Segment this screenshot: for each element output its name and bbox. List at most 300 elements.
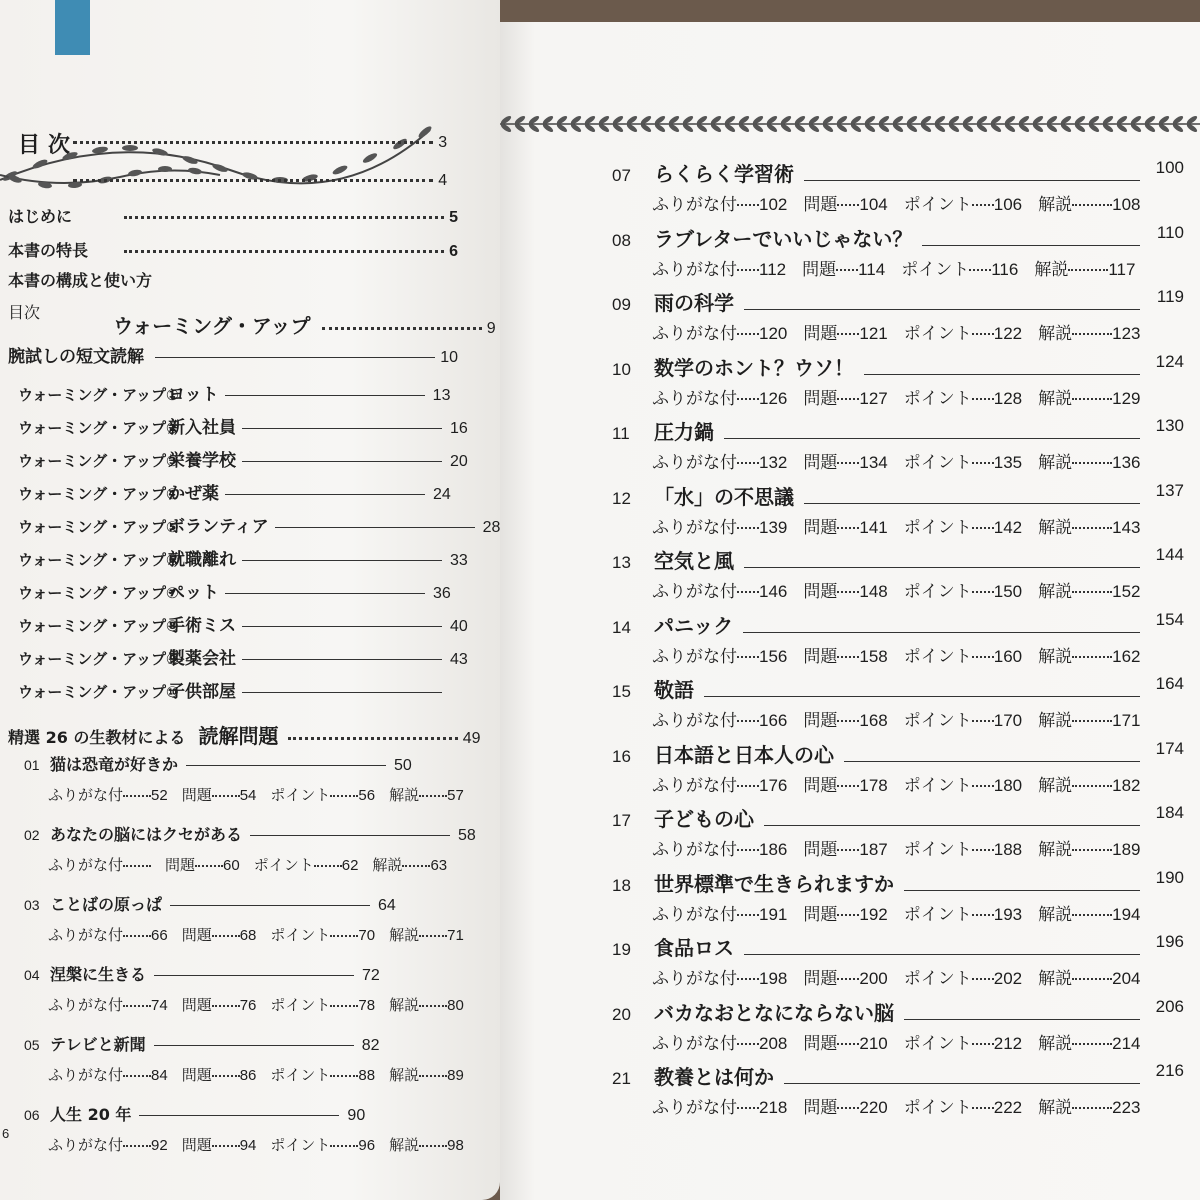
chapter-detail-row: [652, 255, 1135, 280]
warmup-label: ウォーミング・アップ⑧: [18, 617, 179, 635]
detail-page-kaisetsu: 189: [1112, 840, 1141, 859]
detail-label-point: ポイント: [901, 259, 970, 280]
blue-page-tab: [55, 0, 90, 55]
detail-leader-kaisetsu: [1072, 333, 1112, 335]
detail-leader-kaisetsu: [1072, 656, 1112, 658]
laurel-border-top-right: [500, 114, 1200, 134]
detail-label-kaisetsu: 解説: [1038, 1098, 1073, 1118]
page-number: 6: [2, 1126, 10, 1141]
warmup-section-header: ウォーミング・アップ 9: [113, 314, 496, 338]
chapter-title-row: [612, 739, 834, 768]
detail-page-mondai: 134: [859, 453, 888, 472]
chapter-number: 15: [612, 682, 631, 701]
chapter-number: 07: [612, 166, 631, 185]
detail-page-point: 56: [358, 787, 376, 804]
detail-label-kaisetsu: 解説: [1038, 582, 1073, 602]
warmup-leader-line: [242, 461, 442, 462]
chapter-title-row: [612, 868, 894, 897]
chapter-detail-row: [652, 190, 1141, 215]
detail-leader-mondai: [837, 849, 859, 851]
detail-label-furigana: ふりがな付: [652, 517, 737, 538]
warmup-section-title: 腕試しの短文読解 10: [8, 347, 458, 367]
detail-leader-point: [972, 978, 994, 980]
warmup-row: [18, 545, 468, 570]
chapter-title-row: [24, 1102, 365, 1125]
detail-label-mondai: 問題: [181, 1136, 212, 1154]
detail-label-mondai: 問題: [803, 1033, 838, 1054]
chapter-detail-row: [652, 577, 1141, 602]
detail-page-kaisetsu: 152: [1112, 582, 1141, 601]
detail-page-point: 128: [993, 388, 1023, 408]
chapter-title-row: [24, 752, 412, 775]
detail-leader-kaisetsu: [1072, 204, 1112, 206]
chapter-page: 72: [362, 967, 380, 984]
detail-leader-kaisetsu: [1072, 785, 1112, 787]
chapter-detail-row: [652, 384, 1141, 409]
chapter-title: 数学のホント？ウソ！: [654, 355, 854, 380]
warmup-leader-line: [225, 593, 425, 594]
detail-page-point: 222: [993, 1098, 1023, 1117]
detail-label-point: ポイント: [903, 969, 972, 989]
detail-leader-furigana: [737, 914, 759, 916]
detail-label-point: ポイント: [903, 1098, 972, 1118]
chapter-title: 敬語: [654, 678, 694, 702]
warmup-leader-line: [275, 527, 475, 528]
detail-leader-mondai: [837, 333, 859, 335]
detail-page-point: 88: [358, 1067, 376, 1084]
chapter-title-row: [612, 416, 714, 445]
chapter-detail-row: [48, 924, 464, 945]
warmup-title: 子供部屋: [168, 682, 236, 702]
chapter-number: 16: [612, 746, 631, 766]
chapter-detail-row: [652, 1029, 1141, 1054]
chapter-title: パニック: [654, 613, 734, 638]
chapter-number: 08: [612, 230, 631, 250]
chapter-page: 184: [1155, 803, 1184, 822]
detail-page-mondai: 94: [239, 1137, 257, 1154]
detail-label-point: ポイント: [270, 996, 331, 1014]
detail-label-mondai: 問題: [803, 1098, 838, 1118]
detail-leader-kaisetsu: [419, 1145, 447, 1147]
detail-label-furigana: ふりがな付: [652, 1033, 737, 1054]
chapter-number: 11: [612, 424, 630, 443]
chapter-detail-row: [652, 964, 1141, 989]
chapter-title-row: [612, 1061, 774, 1090]
detail-leader-point: [972, 527, 994, 529]
detail-leader-mondai: [212, 795, 240, 797]
chapter-title: 空気と風: [654, 549, 734, 573]
detail-leader-mondai: [837, 720, 859, 722]
detail-page-mondai: 54: [239, 787, 257, 804]
detail-leader-mondai: [837, 1107, 859, 1109]
chapter-title-row: [612, 674, 694, 703]
chapter-number: 06: [24, 1107, 40, 1123]
chapter-leader-line: [764, 825, 1140, 826]
prelim-row: 目次: [8, 303, 41, 322]
chapter-leader-line: [904, 1019, 1140, 1020]
chapter-page: 144: [1155, 545, 1184, 564]
detail-page-kaisetsu: 143: [1112, 517, 1141, 537]
detail-label-kaisetsu: 解説: [1038, 388, 1073, 409]
detail-leader-furigana: [737, 1107, 759, 1109]
detail-page-furigana: 102: [759, 195, 788, 214]
detail-page-mondai: 178: [859, 775, 888, 795]
detail-page-point: 106: [993, 195, 1023, 214]
detail-label-point: ポイント: [903, 388, 972, 409]
warmup-label: ウォーミング・アップ②: [18, 419, 179, 437]
detail-leader-point: [972, 720, 994, 722]
warmup-page: 33: [450, 552, 468, 569]
detail-page-kaisetsu: 136: [1112, 453, 1141, 472]
detail-leader-kaisetsu: [419, 1005, 447, 1007]
detail-page-mondai: 148: [859, 582, 888, 601]
detail-page-point: 116: [991, 259, 1019, 279]
detail-label-kaisetsu: 解説: [1038, 840, 1073, 860]
chapter-page: 206: [1155, 996, 1184, 1016]
detail-leader-furigana: [737, 527, 759, 529]
detail-leader-point: [969, 269, 991, 271]
detail-label-furigana: ふりがな付: [48, 1066, 124, 1084]
chapter-page: 110: [1156, 222, 1184, 242]
warmup-row: [18, 611, 468, 636]
detail-leader-kaisetsu: [402, 865, 430, 867]
chapter-title: らくらく学習術: [654, 162, 794, 186]
detail-leader-kaisetsu: [419, 1075, 447, 1077]
warmup-label: ウォーミング・アップ⑩: [18, 683, 179, 701]
detail-leader-mondai: [837, 656, 859, 658]
warmup-row: [18, 677, 450, 702]
detail-page-kaisetsu: 117: [1108, 259, 1136, 279]
detail-leader-point: [330, 1075, 358, 1077]
chapter-number: 02: [24, 827, 40, 843]
chapter-leader-line: [154, 975, 354, 976]
chapter-leader-line: [704, 696, 1140, 697]
detail-leader-point: [972, 656, 994, 658]
detail-page-point: 150: [993, 582, 1023, 601]
chapter-title: 教養とは何か: [654, 1065, 774, 1089]
chapter-leader-line: [139, 1115, 339, 1116]
chapter-number: 21: [612, 1069, 631, 1088]
detail-page-point: 180: [993, 775, 1023, 795]
detail-page-furigana: 132: [759, 453, 788, 472]
detail-label-mondai: 問題: [803, 840, 838, 860]
detail-label-furigana: ふりがな付: [652, 195, 737, 215]
chapter-leader-line: [744, 309, 1140, 310]
detail-leader-point: [972, 849, 994, 851]
chapter-page: 82: [361, 1037, 380, 1054]
detail-label-kaisetsu: 解説: [1038, 646, 1073, 667]
warmup-page: 36: [433, 585, 451, 602]
chapter-detail-row: [652, 642, 1141, 667]
detail-page-point: 193: [993, 904, 1023, 924]
warmup-title: ヨット: [168, 385, 219, 405]
page-heading: 目次: [18, 133, 79, 158]
warmup-title: ペット: [168, 583, 219, 603]
right-page: [500, 22, 1200, 1200]
detail-label-furigana: ふりがな付: [652, 324, 737, 344]
detail-leader-mondai: [837, 978, 859, 980]
detail-label-kaisetsu: 解説: [389, 786, 420, 804]
chapter-leader-line: [154, 1045, 354, 1046]
warmup-label: ウォーミング・アップ③: [18, 452, 179, 470]
detail-page-kaisetsu: 129: [1112, 388, 1141, 408]
chapter-number: 05: [24, 1037, 40, 1053]
chapter-number: 17: [612, 811, 631, 830]
detail-label-kaisetsu: 解説: [1038, 711, 1073, 731]
chapter-title: バカなおとなにならない脳: [654, 1000, 894, 1025]
detail-label-mondai: 問題: [803, 969, 838, 989]
detail-page-point: 122: [993, 324, 1023, 343]
detail-label-furigana: ふりがな付: [48, 786, 124, 804]
chapter-title-row: [24, 822, 476, 845]
detail-leader-point: [330, 795, 358, 797]
detail-label-point: ポイント: [270, 1136, 331, 1154]
chapter-title-row: [24, 1032, 379, 1055]
detail-page-furigana: 139: [759, 517, 788, 537]
reading-section-header: 精選 26 の生教材による 読解問題 49: [8, 724, 481, 748]
detail-leader-kaisetsu: [1072, 849, 1112, 851]
chapter-number: 13: [612, 553, 631, 572]
detail-leader-furigana: [737, 849, 759, 851]
warmup-page: 40: [450, 618, 468, 635]
detail-page-furigana: 218: [759, 1098, 788, 1117]
detail-page-point: 62: [341, 857, 359, 874]
detail-page-furigana: 84: [151, 1067, 168, 1084]
detail-leader-furigana: [123, 1075, 151, 1077]
chapter-title-row: [612, 997, 894, 1026]
chapter-detail-row: [652, 1093, 1141, 1118]
detail-leader-furigana: [123, 865, 151, 867]
detail-page-mondai: 192: [859, 904, 888, 924]
prelim-row: 4: [8, 170, 447, 190]
warmup-page: 13: [432, 387, 451, 404]
detail-page-kaisetsu: 123: [1112, 324, 1141, 343]
detail-page-kaisetsu: 80: [447, 997, 464, 1014]
warmup-leader-line: [242, 659, 442, 660]
detail-page-kaisetsu: 171: [1112, 711, 1141, 730]
chapter-page: 90: [347, 1107, 366, 1124]
prelim-row: はじめに 5: [8, 207, 459, 226]
detail-label-furigana: ふりがな付: [652, 646, 737, 667]
detail-label-point: ポイント: [270, 786, 331, 804]
detail-label-point: ポイント: [903, 1033, 972, 1054]
detail-leader-kaisetsu: [1072, 462, 1112, 464]
detail-leader-mondai: [837, 527, 859, 529]
detail-leader-kaisetsu: [1072, 914, 1112, 916]
chapter-leader-line: [724, 438, 1140, 439]
detail-label-kaisetsu: 解説: [1038, 969, 1073, 989]
detail-page-furigana: 112: [759, 259, 787, 279]
chapter-detail-row: [48, 1134, 464, 1155]
detail-label-furigana: ふりがな付: [652, 904, 737, 925]
detail-leader-point: [972, 591, 994, 593]
detail-page-point: 142: [993, 517, 1023, 537]
chapter-page: 50: [394, 757, 412, 774]
detail-page-mondai: 86: [239, 1067, 257, 1084]
detail-page-furigana: 156: [759, 646, 788, 666]
detail-page-kaisetsu: 194: [1112, 904, 1141, 924]
detail-label-kaisetsu: 解説: [1038, 1033, 1073, 1054]
detail-label-point: ポイント: [903, 582, 972, 602]
chapter-leader-line: [186, 765, 386, 766]
chapter-title: 圧力鍋: [654, 420, 714, 444]
detail-label-kaisetsu: 解説: [1038, 453, 1073, 473]
chapter-title-row: [612, 545, 734, 574]
chapter-page: 119: [1156, 287, 1184, 306]
chapter-title: 涅槃に生きる: [50, 965, 147, 984]
detail-label-kaisetsu: 解説: [372, 856, 403, 874]
detail-label-kaisetsu: 解説: [1038, 195, 1073, 215]
detail-leader-point: [972, 1043, 994, 1045]
detail-page-mondai: 141: [859, 517, 888, 537]
detail-page-mondai: 200: [859, 969, 888, 988]
detail-label-mondai: 問題: [181, 996, 212, 1014]
chapter-leader-line: [743, 632, 1140, 633]
chapter-title-row: [612, 287, 734, 316]
detail-leader-point: [972, 333, 994, 335]
chapter-leader-line: [922, 245, 1140, 246]
detail-label-mondai: 問題: [803, 453, 838, 473]
detail-page-point: 160: [993, 646, 1023, 666]
chapter-number: 18: [612, 875, 631, 895]
detail-page-mondai: 210: [859, 1033, 888, 1053]
detail-leader-furigana: [737, 720, 759, 722]
chapter-title: ラブレターでいいじゃない？: [654, 226, 913, 251]
detail-label-furigana: ふりがな付: [652, 259, 737, 280]
detail-label-furigana: ふりがな付: [652, 840, 737, 860]
detail-label-point: ポイント: [903, 195, 972, 215]
detail-page-point: 202: [993, 969, 1023, 988]
detail-label-furigana: ふりがな付: [48, 856, 124, 874]
warmup-page: 24: [433, 486, 451, 503]
detail-leader-mondai: [837, 204, 859, 206]
detail-label-furigana: ふりがな付: [652, 453, 737, 473]
detail-page-mondai: 114: [858, 259, 886, 279]
detail-page-furigana: 146: [759, 582, 788, 601]
warmup-title: 新入社員: [168, 418, 236, 438]
detail-label-kaisetsu: 解説: [389, 926, 420, 944]
warmup-label: ウォーミング・アップ①: [18, 386, 179, 404]
chapter-detail-row: [48, 994, 464, 1015]
warmup-row: [18, 446, 468, 471]
detail-leader-mondai: [212, 935, 240, 937]
chapter-leader-line: [844, 761, 1140, 762]
warmup-row: [18, 578, 451, 603]
detail-label-point: ポイント: [270, 926, 331, 944]
detail-label-point: ポイント: [903, 646, 972, 667]
chapter-leader-line: [864, 374, 1140, 375]
chapter-detail-row: [652, 900, 1141, 925]
detail-page-kaisetsu: 204: [1112, 969, 1141, 988]
detail-page-furigana: 74: [151, 997, 168, 1014]
chapter-number: 14: [612, 617, 631, 637]
chapter-title: 猫は恐竜が好きか: [50, 755, 179, 774]
chapter-leader-line: [804, 503, 1140, 504]
detail-leader-furigana: [737, 1043, 759, 1045]
detail-page-furigana: 120: [759, 324, 788, 343]
chapter-title: あなたの脳にはクセがある: [50, 825, 243, 844]
warmup-row: [18, 479, 451, 504]
warmup-label: ウォーミング・アップ⑨: [18, 650, 179, 668]
detail-label-point: ポイント: [903, 324, 972, 344]
detail-leader-kaisetsu: [1072, 527, 1112, 529]
detail-page-furigana: 126: [759, 388, 788, 408]
chapter-title: ことばの原っぱ: [50, 895, 163, 914]
detail-page-kaisetsu: 223: [1112, 1098, 1141, 1117]
detail-page-point: 70: [358, 927, 376, 944]
detail-page-furigana: 208: [759, 1033, 788, 1053]
chapter-page: 137: [1155, 480, 1184, 500]
detail-leader-mondai: [837, 1043, 859, 1045]
detail-page-point: 78: [358, 997, 376, 1014]
detail-label-mondai: 問題: [803, 646, 838, 667]
detail-leader-furigana: [123, 935, 151, 937]
detail-leader-mondai: [837, 398, 859, 400]
left-page: [0, 0, 500, 1200]
detail-leader-kaisetsu: [1068, 269, 1108, 271]
detail-label-kaisetsu: 解説: [389, 1136, 420, 1154]
detail-leader-mondai: [195, 865, 223, 867]
detail-leader-point: [972, 914, 994, 916]
detail-page-kaisetsu: 108: [1112, 195, 1141, 214]
warmup-page: 20: [450, 453, 468, 470]
chapter-detail-row: [652, 319, 1141, 344]
detail-page-kaisetsu: 63: [430, 857, 448, 874]
chapter-title-row: [612, 610, 733, 639]
warmup-label: ウォーミング・アップ⑥: [18, 551, 179, 569]
warmup-leader-line: [242, 626, 442, 627]
chapter-title: 人生 20 年: [50, 1105, 132, 1124]
detail-label-kaisetsu: 解説: [389, 1066, 420, 1084]
detail-page-point: 170: [993, 711, 1023, 730]
detail-page-kaisetsu: 71: [447, 927, 464, 944]
chapter-title-row: [612, 481, 794, 510]
detail-page-kaisetsu: 57: [447, 787, 464, 804]
detail-page-point: 188: [993, 840, 1023, 859]
detail-label-kaisetsu: 解説: [1038, 517, 1073, 538]
detail-page-mondai: 121: [859, 324, 888, 343]
chapter-title-row: [612, 223, 912, 252]
chapter-title: 「水」の不思議: [654, 484, 794, 509]
chapter-page: 154: [1155, 609, 1184, 629]
detail-page-furigana: 92: [151, 1137, 168, 1154]
detail-label-mondai: 問題: [803, 517, 838, 538]
detail-page-point: 212: [993, 1033, 1023, 1053]
chapter-page: 174: [1155, 738, 1184, 758]
detail-leader-furigana: [737, 462, 759, 464]
chapter-number: 19: [612, 940, 631, 959]
detail-label-point: ポイント: [253, 856, 314, 874]
detail-label-kaisetsu: 解説: [1038, 775, 1073, 796]
detail-label-mondai: 問題: [181, 786, 212, 804]
warmup-title: 就職離れ: [168, 550, 236, 570]
detail-leader-mondai: [837, 785, 859, 787]
detail-page-kaisetsu: 162: [1112, 646, 1141, 666]
detail-leader-mondai: [837, 914, 859, 916]
detail-leader-kaisetsu: [1072, 591, 1112, 593]
detail-label-kaisetsu: 解説: [1038, 324, 1073, 344]
detail-label-mondai: 問題: [181, 1066, 212, 1084]
detail-page-mondai: 187: [859, 840, 888, 859]
detail-label-kaisetsu: 解説: [1034, 259, 1069, 280]
detail-leader-point: [330, 935, 358, 937]
chapter-detail-row: [48, 1064, 464, 1085]
detail-page-mondai: 168: [859, 711, 888, 730]
detail-leader-point: [314, 865, 342, 867]
chapter-title: 世界標準で生きられますか: [654, 871, 894, 896]
detail-label-furigana: ふりがな付: [48, 926, 124, 944]
detail-leader-kaisetsu: [419, 795, 447, 797]
